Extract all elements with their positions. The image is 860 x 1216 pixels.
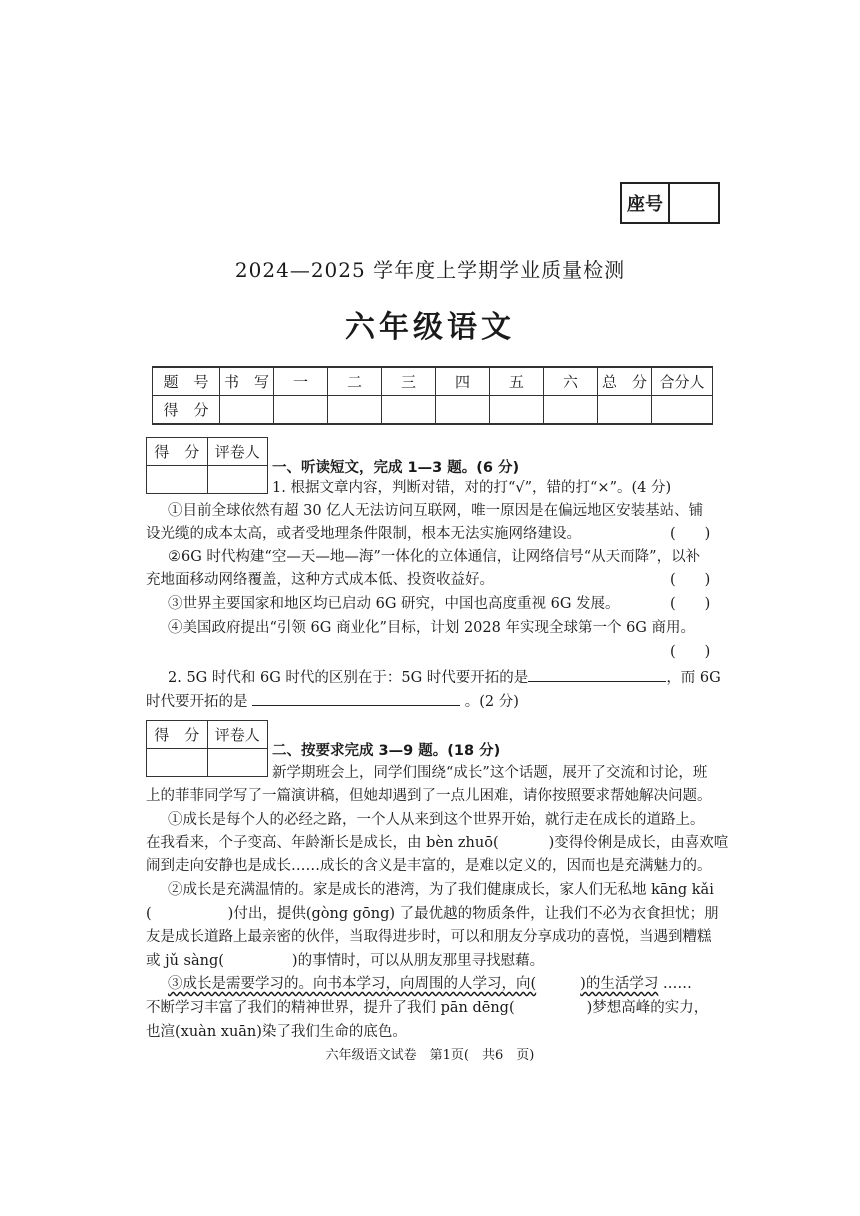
score-blank[interactable] <box>220 396 274 425</box>
score-table-cell: 题 号 <box>153 367 220 396</box>
score-table-cell: 合分人 <box>652 367 713 396</box>
grader-score-label: 得 分 <box>154 443 200 461</box>
seat-number-box <box>620 182 720 224</box>
question2-text: 时代要开拓的是 <box>146 694 248 710</box>
question2-line1 <box>168 666 721 689</box>
statement2-line1: ②6G 时代构建“空—天—地—海”一体化的立体通信，让网络信号“从天而降”，以补 <box>168 549 701 565</box>
passage-text: 不断学习丰富了我们的精神世界，提升了我们 pān dēng( <box>146 1000 515 1016</box>
question2-text: 2. 5G 时代和 6G 时代的区别在于：5G 时代要开拓的是 <box>168 670 529 686</box>
question2-text: 。(2 分) <box>464 694 519 710</box>
score-table-cell: 三 <box>382 367 436 396</box>
score-table-cell: 书 写 <box>220 367 274 396</box>
score-table-header-row <box>153 367 713 396</box>
passage-text: 或 jǔ sàng( <box>146 953 224 969</box>
question2-text: ，而 6G <box>666 670 721 686</box>
grader-box-section1 <box>146 437 268 494</box>
grader-reviewer-label: 评卷人 <box>207 721 268 748</box>
passage-p2-line4 <box>146 950 544 972</box>
exam-title: 六年级语文 <box>345 310 515 345</box>
seat-number-blank[interactable] <box>670 184 718 222</box>
passage-p2-line3: 友是成长道路上最亲密的伙伴，当取得进步时，可以和朋友分享成功的喜悦，当遇到糟糕 <box>146 929 712 945</box>
passage-text: …… <box>658 976 692 992</box>
section1-heading: 一、听读短文，完成 1—3 题。(6 分) <box>272 460 520 476</box>
passage-text: )变得伶俐是成长，由喜欢喧 <box>548 835 729 851</box>
score-table-score-row <box>153 396 713 425</box>
passage-text: ( <box>146 906 152 922</box>
statement1-line1: ①目前全球依然有超 30 亿人无法访问互联网，唯一原因是在偏远地区安装基站、铺 <box>168 503 704 519</box>
answer-bracket-3[interactable]: ( ) <box>670 596 711 612</box>
grader-box-section2 <box>146 720 268 777</box>
answer-bracket-4[interactable]: ( ) <box>670 644 711 660</box>
statement3: ③世界主要国家和地区均已启动 6G 研究，中国也高度重视 6G 发展。 <box>168 596 620 612</box>
answer-bracket-1[interactable]: ( ) <box>670 526 711 542</box>
grader-reviewer-label: 评卷人 <box>207 438 268 465</box>
statement1-line2: 设光缆的成本太高，或者受地理条件限制，根本无法实施网络建设。 <box>146 526 581 542</box>
score-table-cell: 得 分 <box>153 396 220 425</box>
passage-p1-line3: 闹到走向安静也是成长……成长的含义是丰富的，是难以定义的，因而也是充满魅力的。 <box>146 858 712 874</box>
grader-score-blank[interactable] <box>147 749 207 776</box>
score-table-cell: 四 <box>436 367 490 396</box>
grader-score-label: 得 分 <box>154 726 200 744</box>
answer-blank-6g[interactable] <box>252 690 460 706</box>
grader-reviewer-blank[interactable] <box>207 466 268 493</box>
passage-p1-line2 <box>146 832 728 854</box>
passage-p2-line2 <box>146 903 719 925</box>
score-blank[interactable] <box>274 396 328 425</box>
passage-text: )的生活学习 <box>580 976 659 992</box>
score-blank[interactable] <box>544 396 598 425</box>
statement2-line2: 充地面移动网络覆盖，这种方式成本低、投资收益好。 <box>146 572 494 588</box>
passage-p3-line1 <box>168 973 692 995</box>
page-footer: 六年级语文试卷 第1页( 共6 页) <box>325 1048 535 1063</box>
exam-subtitle: 2024—2025 学年度上学期学业质量检测 <box>234 258 626 282</box>
score-blank[interactable] <box>490 396 544 425</box>
passage-text: )的事情时，可以从朋友那里寻找慰藉。 <box>291 953 545 969</box>
score-blank[interactable] <box>382 396 436 425</box>
passage-p2-line1: ②成长是充满温情的。家是成长的港湾，为了我们健康成长，家人们无私地 kāng kǎi <box>168 882 714 898</box>
passage-text: 在我看来，个子变高、年龄渐长是成长，由 bèn zhuō( <box>146 835 499 851</box>
score-table-cell: 一 <box>274 367 328 396</box>
passage-text: ③成长是需要学习的。向书本学习，向周围的人学习，向( <box>168 976 537 992</box>
passage-p3-line3: 也渲(xuàn xuān)染了我们生命的底色。 <box>146 1024 407 1040</box>
passage-p1-line1: ①成长是每个人的必经之路，一个人从来到这个世界开始，就行走在成长的道路上。 <box>168 812 705 828</box>
section2-intro-line2: 上的菲菲同学写了一篇演讲稿，但她却遇到了一点儿困难，请你按照要求帮她解决问题。 <box>146 788 712 804</box>
score-table <box>152 366 713 425</box>
statement4: ④美国政府提出“引领 6G 商业化”目标，计划 2028 年实现全球第一个 6G 商用。 <box>168 620 695 636</box>
section2-intro-line1: 新学期班会上，同学们围绕“成长”这个话题，展开了交流和讨论，班 <box>272 765 708 781</box>
passage-text: )梦想高峰的实力， <box>586 1000 709 1016</box>
score-blank[interactable] <box>652 396 713 425</box>
score-blank[interactable] <box>328 396 382 425</box>
section2-heading: 二、按要求完成 3—9 题。(18 分) <box>272 743 501 759</box>
score-table-cell: 总 分 <box>598 367 652 396</box>
answer-blank-5g[interactable] <box>528 666 666 682</box>
grader-reviewer-blank[interactable] <box>207 749 268 776</box>
passage-p3-line2 <box>146 997 708 1019</box>
score-blank[interactable] <box>598 396 652 425</box>
score-table-cell: 五 <box>490 367 544 396</box>
grader-score-blank[interactable] <box>147 466 207 493</box>
score-table-cell: 二 <box>328 367 382 396</box>
seat-number-label: 座号 <box>622 184 670 222</box>
passage-text: )付出，提供(gòng gōng) 了最优越的物质条件，让我们不必为衣食担忧；朋 <box>227 906 719 922</box>
score-table-cell: 六 <box>544 367 598 396</box>
question1-prompt: 1. 根据文章内容，判断对错，对的打“√”，错的打“×”。(4 分) <box>272 480 672 496</box>
question2-line2 <box>146 690 519 713</box>
score-blank[interactable] <box>436 396 490 425</box>
answer-bracket-2[interactable]: ( ) <box>670 572 711 588</box>
